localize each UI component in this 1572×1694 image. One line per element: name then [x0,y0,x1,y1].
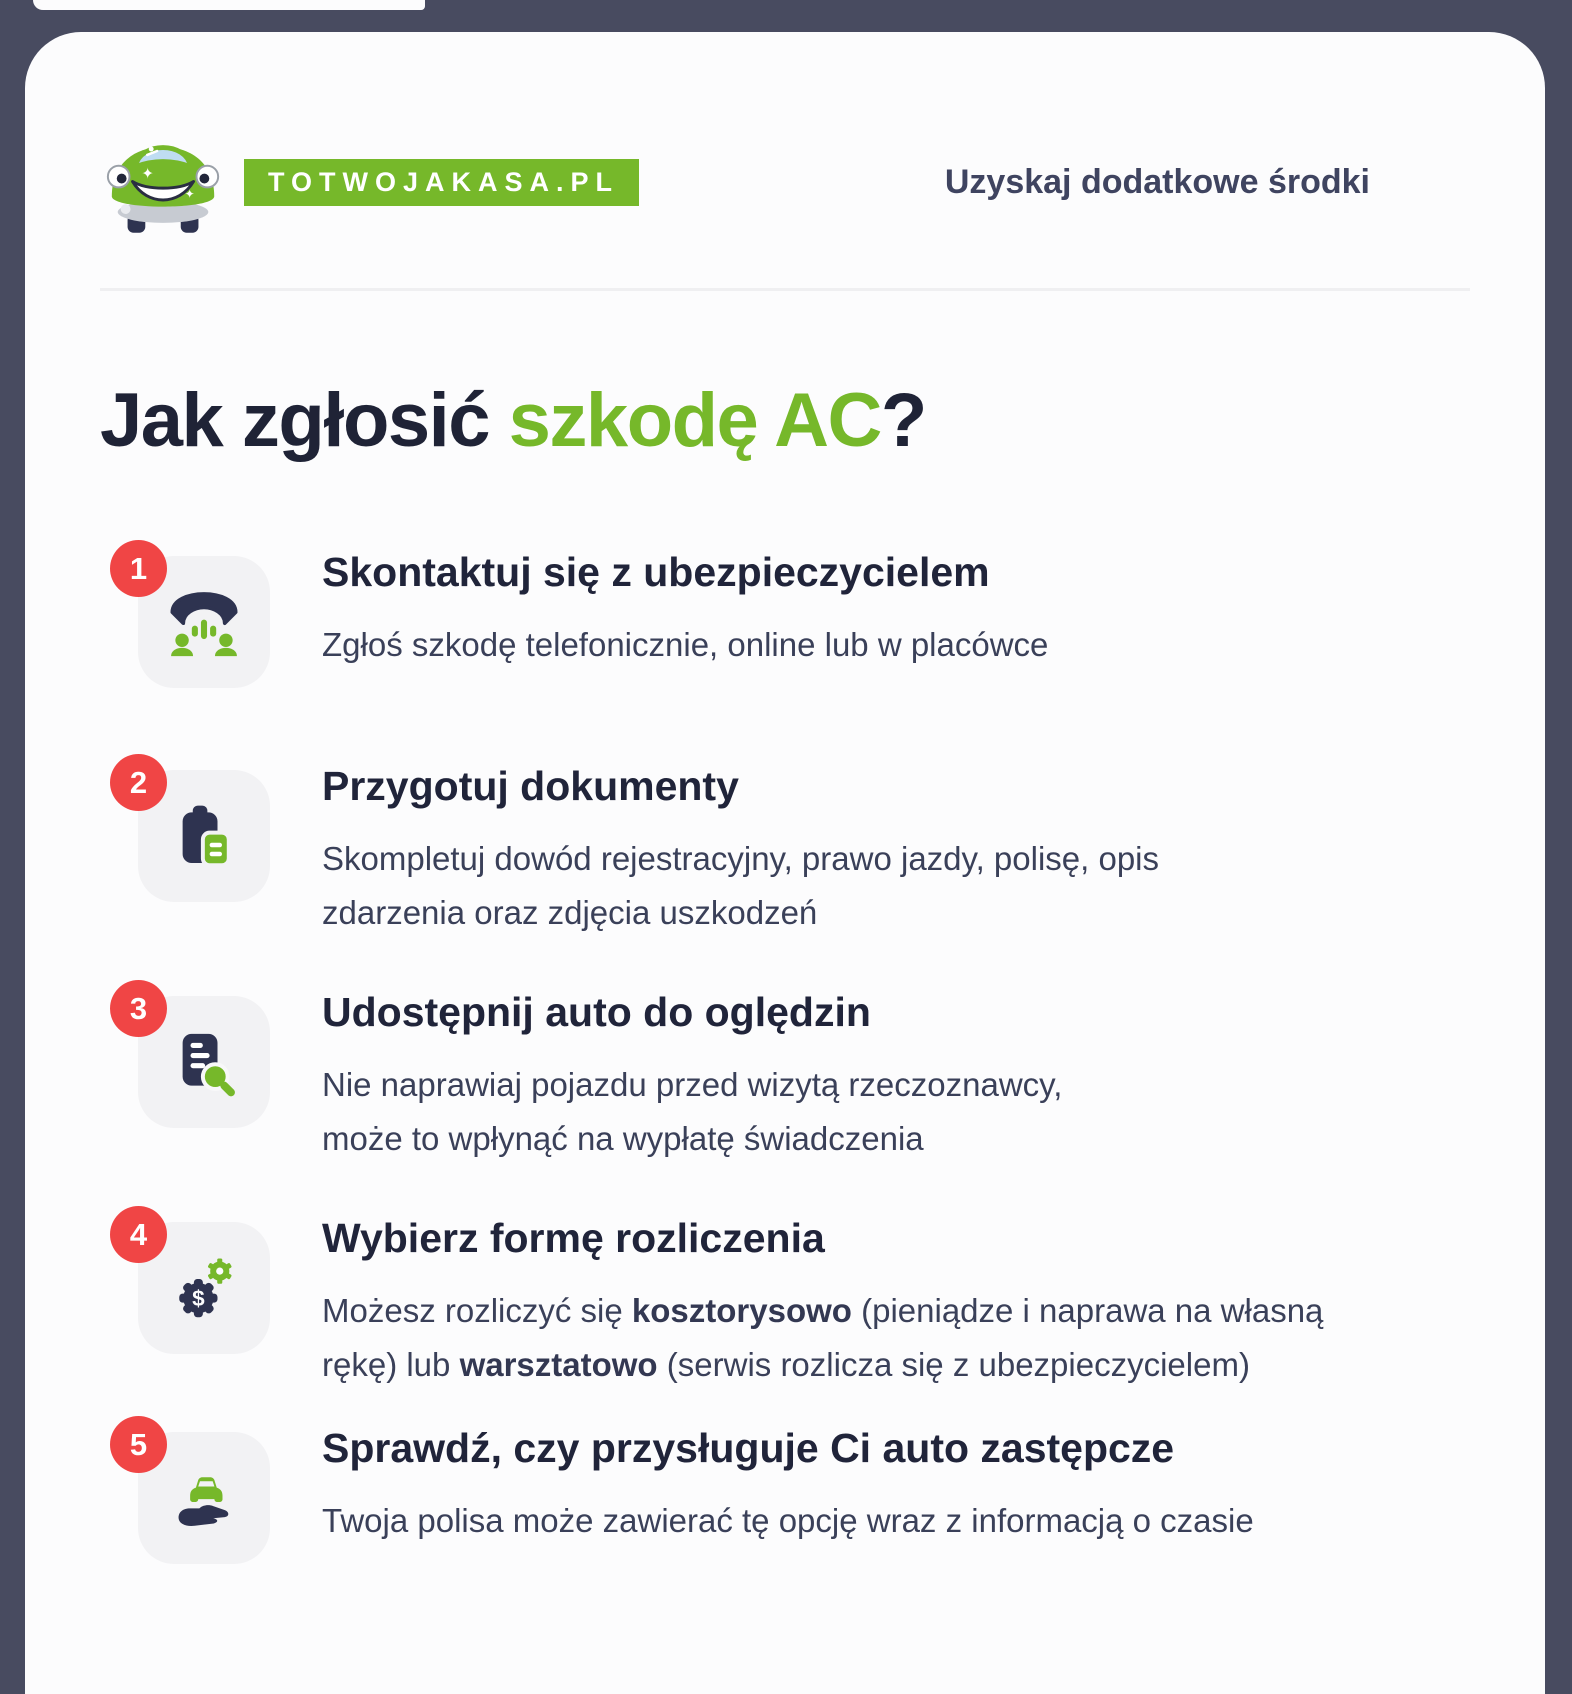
step-5-title: Sprawdź, czy przysługuje Ci auto zastępcze [322,1425,1175,1472]
step-3-desc-line-1: Nie naprawiaj pojazdu przed wizytą rzeczoznawcy, [322,1066,1063,1104]
step-1-description [322,618,1048,672]
step-1-title: Skontaktuj się z ubezpieczycielem [322,549,990,596]
step-4-desc-seg-2: kosztorysowo [631,1292,852,1330]
page-title-question-mark: ? [880,378,926,463]
step-4-title: Wybierz formę rozliczenia [322,1215,825,1262]
step-5-desc-line-1: Twoja polisa może zawierać tę opcję wraz z informacją o czasie [322,1502,1254,1540]
page-title [100,375,1470,466]
step-1-media [110,540,270,688]
step-4-desc-seg-5: warsztatowo [459,1346,658,1384]
step-2-body [322,754,1159,940]
car-handover-icon [167,1461,241,1535]
step-3-media [110,980,270,1128]
svg-text:$: $ [192,1286,205,1312]
svg-text:✦: ✦ [141,166,154,183]
gear-dollar-icon [168,1252,240,1324]
svg-text:✦: ✦ [184,187,195,202]
brand-logo [100,124,639,240]
step-4-desc-seg-6: (serwis rozlicza się z ubezpieczycielem) [657,1346,1250,1384]
steps-list [100,540,1470,1564]
header-tagline: Uzyskaj dodatkowe środki [944,162,1370,201]
step-5 [100,1416,1470,1564]
step-1-body [322,540,1048,688]
document-search-icon [168,1026,240,1098]
step-3-body [322,980,1062,1166]
step-2 [100,754,1470,940]
brand-badge: TOTWOJAKASA.PL [244,159,639,206]
step-3-description [322,1058,1062,1166]
step-4-body [322,1206,1323,1392]
header [100,124,1470,240]
step-5-description [322,1494,1254,1548]
clipboard-document-icon [168,800,240,872]
step-4-desc-seg-1: Możesz rozliczyć się [322,1292,632,1330]
header-divider [100,288,1470,291]
step-4-media [110,1206,270,1354]
step-1-number-badge: 1 [110,540,167,597]
previous-card-peek [33,0,425,10]
step-3-number-badge: 3 [110,980,167,1037]
step-4-desc-seg-3: (pieniądze i naprawa na własną [851,1292,1324,1330]
step-2-media [110,754,270,902]
step-3-desc-line-2: może to wpłynąć na wypłatę świadczenia [322,1120,924,1158]
step-3 [100,980,1470,1166]
page-title-highlight: szkodę AC [508,378,881,463]
phone-contact-icon [165,583,243,661]
step-2-desc-line-2: zdarzenia oraz zdjęcia uszkodzeń [322,894,818,932]
infographic-card [25,32,1545,1694]
step-2-number-badge: 2 [110,754,167,811]
step-5-media [110,1416,270,1564]
step-1 [100,540,1470,688]
step-3-title: Udostępnij auto do oględzin [322,989,871,1036]
step-4-desc-seg-4: rękę) lub [322,1346,460,1384]
step-2-desc-line-1: Skompletuj dowód rejestracyjny, prawo jazdy, polisę, opis [322,840,1160,878]
step-5-number-badge: 5 [110,1416,167,1473]
step-2-title: Przygotuj dokumenty [322,763,739,810]
step-4-number-badge: 4 [110,1206,167,1263]
step-2-description [322,832,1159,940]
step-5-body [322,1416,1254,1564]
step-1-desc-line-1: Zgłoś szkodę telefonicznie, online lub w placówce [322,626,1049,664]
step-4-description [322,1284,1323,1392]
page-title-part1: Jak zgłosić [100,378,509,463]
smiling-green-car-logo-icon [100,124,228,240]
step-4 [100,1206,1470,1392]
